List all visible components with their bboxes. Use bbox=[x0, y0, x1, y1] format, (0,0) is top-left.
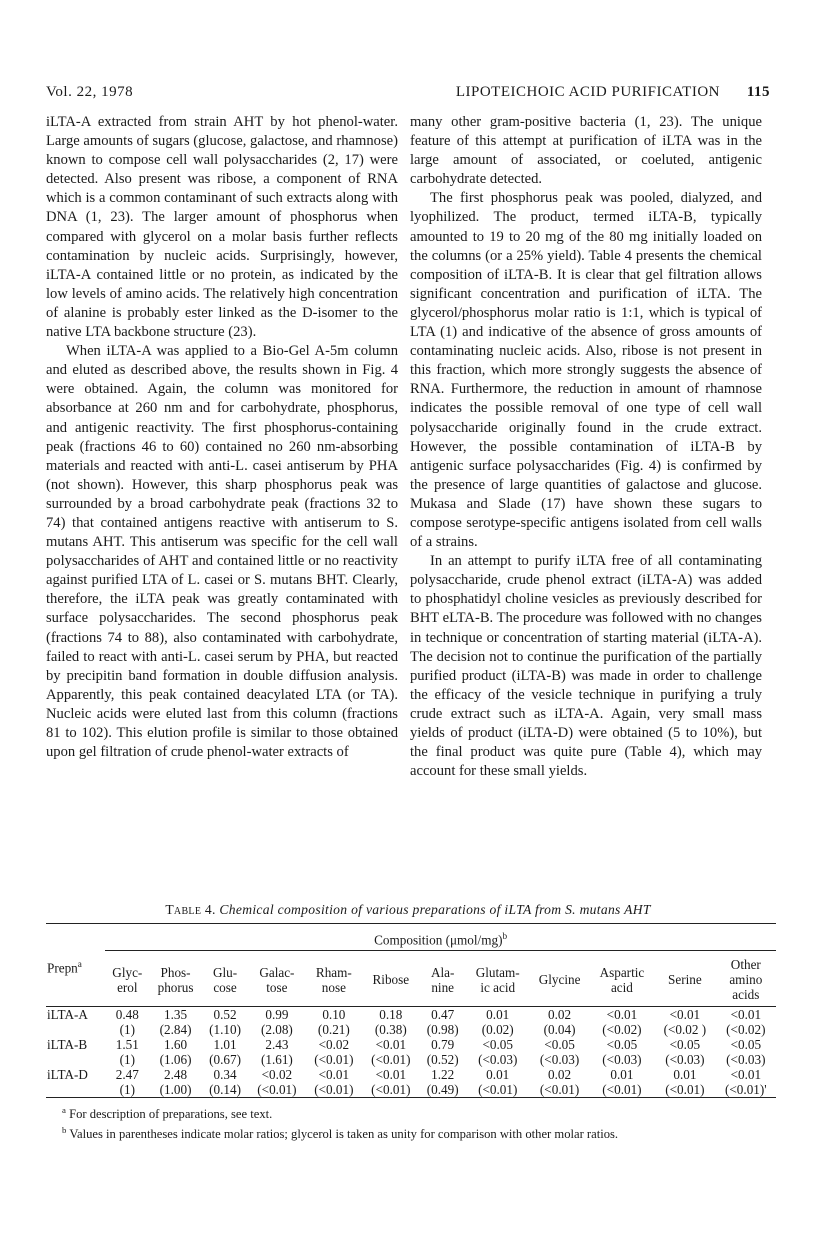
table-cell: (2.84) bbox=[159, 1022, 192, 1038]
table-cell: 1.51 bbox=[115, 1037, 139, 1053]
table-row bbox=[46, 1007, 776, 1023]
table-cell: (<0.01)' bbox=[716, 1082, 776, 1098]
column-header: Glycine bbox=[529, 951, 589, 1007]
table-cell: <0.05 bbox=[730, 1037, 762, 1053]
column-header: Phos- phorus bbox=[149, 951, 201, 1007]
table-cell: 0.99 bbox=[265, 1007, 289, 1023]
column-header: Other amino acids bbox=[716, 951, 776, 1007]
table-cell: <0.01 bbox=[318, 1067, 350, 1083]
table-row bbox=[46, 1022, 776, 1037]
table-cell: (1.00) bbox=[149, 1082, 201, 1098]
column-header: Glutam- ic acid bbox=[466, 951, 529, 1007]
table-row bbox=[46, 1067, 776, 1082]
prep-cell bbox=[46, 1082, 105, 1098]
table-footnotes bbox=[46, 1102, 776, 1142]
table-cell: (0.98) bbox=[426, 1022, 459, 1038]
table-cell: (<0.03) bbox=[602, 1052, 642, 1068]
table-cell: <0.05 bbox=[544, 1037, 575, 1053]
table-cell: (<0.01) bbox=[314, 1052, 354, 1068]
prep-cell bbox=[46, 1052, 105, 1067]
table-cell: (<0.02) bbox=[602, 1022, 642, 1038]
column-header: Galac- tose bbox=[248, 951, 305, 1007]
table-cell: 1.22 bbox=[431, 1067, 455, 1083]
table-cell: 0.01 bbox=[610, 1067, 634, 1083]
prep-cell: iLTA-B bbox=[47, 1037, 88, 1053]
table-cell: <0.01 bbox=[375, 1037, 407, 1053]
column-header: Rham- nose bbox=[305, 951, 362, 1007]
table-cell: <0.02 bbox=[318, 1037, 350, 1053]
left-column bbox=[46, 113, 398, 762]
table-cell: (<0.03) bbox=[539, 1052, 580, 1068]
table-cell: 0.02 bbox=[548, 1067, 572, 1083]
table-cell: (0.21) bbox=[317, 1022, 350, 1038]
table-cell: 0.01 bbox=[486, 1067, 510, 1083]
table-cell: (1.06) bbox=[159, 1052, 192, 1068]
table-cell: (<0.03) bbox=[478, 1052, 518, 1068]
volume-info: Vol. 22, 1978 bbox=[46, 84, 134, 100]
table-cell: 0.10 bbox=[322, 1007, 346, 1023]
paragraph: iLTA-A extracted from strain AHT by hot phenol-water. Large amounts of sugars (glucose, galactose, and rhamnose) known to compose cell wall polysaccharides (2, 17) were detected. Also present was ribose, a component of RNA which is a common contaminant of such extracts along with DNA (1, 23). The larger amount of phosphorus when compared with glycerol on a molar basis further reflects contamination by nucleic acids. Surprisingly, however, iLTA-A contained little or no protein, as indicated by the low levels of amino acids. The relatively high concentration of alanine is probably ester linked as the D-isomer to the native LTA backbone structure (23). bbox=[46, 114, 398, 341]
table-cell: 1.35 bbox=[164, 1007, 188, 1023]
table-cell: 2.43 bbox=[265, 1037, 289, 1053]
table-cell: 0.48 bbox=[115, 1007, 139, 1023]
table-row bbox=[46, 1052, 776, 1067]
table-cell: 0.79 bbox=[431, 1037, 455, 1053]
table-cell: 0.47 bbox=[431, 1007, 455, 1023]
table-cell: (0.38) bbox=[374, 1022, 407, 1038]
table-cell: (<0.03) bbox=[665, 1052, 705, 1068]
page-number: 115 bbox=[746, 84, 770, 100]
table-cell: 0.18 bbox=[379, 1007, 403, 1023]
table-cell: 1.01 bbox=[213, 1037, 237, 1053]
table-cell: 0.01 bbox=[486, 1007, 510, 1023]
paragraph: In an attempt to purify iLTA free of all contaminating polysaccharide, crude phenol extract (iLTA-A) was added to phosphatidyl choline vesicles as previously described for BHT eLTA-B. The procedure was followed with no changes in technique or concentration of starting material (iLTA-A). The decision not to continue the purification of the partially purified product (iLTA-B) was made in order to challenge the efficacy of the vesicle technique in purifying a truly crude extract such as iLTA-A. Again, very small mass yields of product (iLTA-D) were obtained (5 to 10%), but the final product was quite pure (Table 4), which may account for these small yields. bbox=[410, 553, 762, 780]
column-header: Serine bbox=[654, 951, 716, 1007]
table-cell: 0.02 bbox=[548, 1007, 572, 1023]
table-cell: (0.67) bbox=[209, 1052, 241, 1068]
table-cell: (<0.03) bbox=[726, 1052, 766, 1068]
prep-header: Prepn$^a$ bbox=[46, 924, 105, 1007]
running-title: LIPOTEICHOIC ACID PURIFICATION bbox=[455, 84, 720, 100]
table-cell: (<0.02) bbox=[726, 1022, 766, 1038]
table-cell: 1.60 bbox=[164, 1037, 188, 1053]
paragraph: When iLTA-A was applied to a Bio-Gel A-5m column and eluted as described above, the results shown in Fig. 4 were obtained. Again, the column was monitored for absorbance at 260 nm and for carbohydrate, phosphorus, and antigenic reactivity. The first phosphorus-containing peak (fractions 46 to 60) contained no 260 nm-absorbing materials and reacted with anti-L. casei antiserum by PHA (not shown). However, this sharp phosphorus peak was surrounded by a broad carbohydrate peak (fractions 32 to 74) that contained antigens reactive with antiserum to S. mutans AHT. This antiserum was specific for the cell wall polysaccharides of AHT and contained little or no reactivity against purified LTA of L. casei or S. mutans BHT. Clearly, therefore, the iLTA peak was greatly contaminated with surface polysaccharides. The second phosphorus peak (fractions 74 to 88), also contaminated with carbohydrate, failed to react with anti-L. casei serum by PHA, but reacted by precipitin band formation in double diffusion analysis. Apparently, this peak contained deacylated LTA (or TA). Nucleic acids were eluted last from this column (fractions 81 to 102). This elution profile is similar to those obtained upon gel filtration of crude phenol-water extracts of bbox=[46, 343, 398, 761]
table-cell: <0.05 bbox=[482, 1037, 513, 1053]
table-cell: (1) bbox=[105, 1082, 149, 1098]
table-cell: (0.04) bbox=[543, 1022, 576, 1038]
prep-cell bbox=[46, 1022, 105, 1037]
table-caption-text: Chemical composition of various preparations of iLTA from S. mutans AHT bbox=[219, 902, 651, 917]
table-cell: (0.14) bbox=[202, 1082, 249, 1098]
column-header: Glyc- erol bbox=[105, 951, 149, 1007]
table-cell: <0.05 bbox=[606, 1037, 638, 1053]
table-cell: 2.48 bbox=[164, 1067, 188, 1083]
table-cell: (<0.01) bbox=[305, 1082, 362, 1098]
table-cell: <0.01 bbox=[669, 1007, 701, 1023]
table-cell: (0.52) bbox=[426, 1052, 459, 1068]
paragraph: many other gram-positive bacteria (1, 23). The unique feature of this attempt at purification of iLTA was in the large amount of associated, or coeluted, antigenic carbohydrate detected. bbox=[410, 114, 762, 188]
column-header: Glu- cose bbox=[202, 951, 249, 1007]
table-cell: (<0.01) bbox=[248, 1082, 305, 1098]
paragraph: The first phosphorus peak was pooled, dialyzed, and lyophilized. The product, termed iLTA-B, typically amounted to 19 to 20 mg of the 80 mg initially loaded on the columns (or a 25% yield). Table 4 presents the chemical composition of iLTA-B. It is clear that gel filtration allows significant concentration and purification of iLTA. The glycerol/phosphorus molar ratio is 1:1, which is typical of LTA (1) and indicative of the absence of gross amounts of contaminating nucleic acids. Also, ribose is not present in this fraction, which more strongly suggests the absence of RNA. Furthermore, the reduction in amount of rhamnose indicates the possible removal of one type of cell wall polysaccharide originally found in the crude extract. However, the possible contamination of iLTA-B by antigenic surface polysaccharides (Fig. 4) is confirmed by the presence of large quantities of galactose and glucose. Mukasa and Slade (17) have shown these sugars to compose serotype-specific antigens isolated from cell walls of a strains. bbox=[410, 190, 762, 551]
footnote: $^b$ Values in parentheses indicate molar ratios; glycerol is taken as unity for comparison with other molar ratios. bbox=[62, 1125, 619, 1142]
table-cell: <0.05 bbox=[669, 1037, 701, 1053]
column-header: Aspartic acid bbox=[590, 951, 654, 1007]
table-cell: 0.52 bbox=[213, 1007, 237, 1023]
prep-cell: iLTA-D bbox=[47, 1067, 88, 1083]
composition-table bbox=[46, 923, 776, 1098]
table-cell: (<0.01) bbox=[654, 1082, 716, 1098]
table-cell: (<0.01) bbox=[590, 1082, 654, 1098]
table-cell: <0.01 bbox=[606, 1007, 638, 1023]
table-cell: <0.01 bbox=[375, 1067, 407, 1083]
table-cell: (2.08) bbox=[260, 1022, 293, 1038]
prep-cell: iLTA-A bbox=[47, 1007, 88, 1023]
table-cell: (1.61) bbox=[260, 1052, 293, 1068]
footnote: $^a$ For description of preparations, see text. bbox=[62, 1105, 273, 1122]
table-cell: (0.02) bbox=[481, 1022, 514, 1038]
table-cell: (<0.01) bbox=[371, 1052, 411, 1068]
table-cell: <0.01 bbox=[730, 1067, 762, 1083]
table-label: Table 4. bbox=[165, 902, 216, 917]
table-cell: (<0.02 ) bbox=[663, 1022, 707, 1038]
table-cell: 0.34 bbox=[213, 1067, 237, 1083]
table-row bbox=[46, 1037, 776, 1052]
table-cell: 0.01 bbox=[673, 1067, 697, 1083]
table-cell: (<0.01) bbox=[362, 1082, 419, 1098]
table-cell: (1) bbox=[119, 1022, 136, 1038]
table-cell: <0.02 bbox=[261, 1067, 293, 1083]
table-caption bbox=[0, 902, 816, 918]
table-cell: 2.47 bbox=[115, 1067, 139, 1083]
table-cell: (0.49) bbox=[419, 1082, 466, 1098]
column-header: Ala- nine bbox=[419, 951, 466, 1007]
table-cell: (<0.01) bbox=[529, 1082, 589, 1098]
table-cell: (1) bbox=[119, 1052, 136, 1068]
table-cell: (<0.01) bbox=[466, 1082, 529, 1098]
page-header bbox=[46, 84, 770, 106]
right-column bbox=[410, 113, 762, 781]
composition-spanner: Composition $(\mu mol/mg)^b$ bbox=[105, 924, 776, 951]
column-header: Ribose bbox=[362, 951, 419, 1007]
table-row bbox=[46, 1082, 776, 1098]
table-cell: <0.01 bbox=[730, 1007, 762, 1023]
table-cell: (1.10) bbox=[209, 1022, 241, 1038]
